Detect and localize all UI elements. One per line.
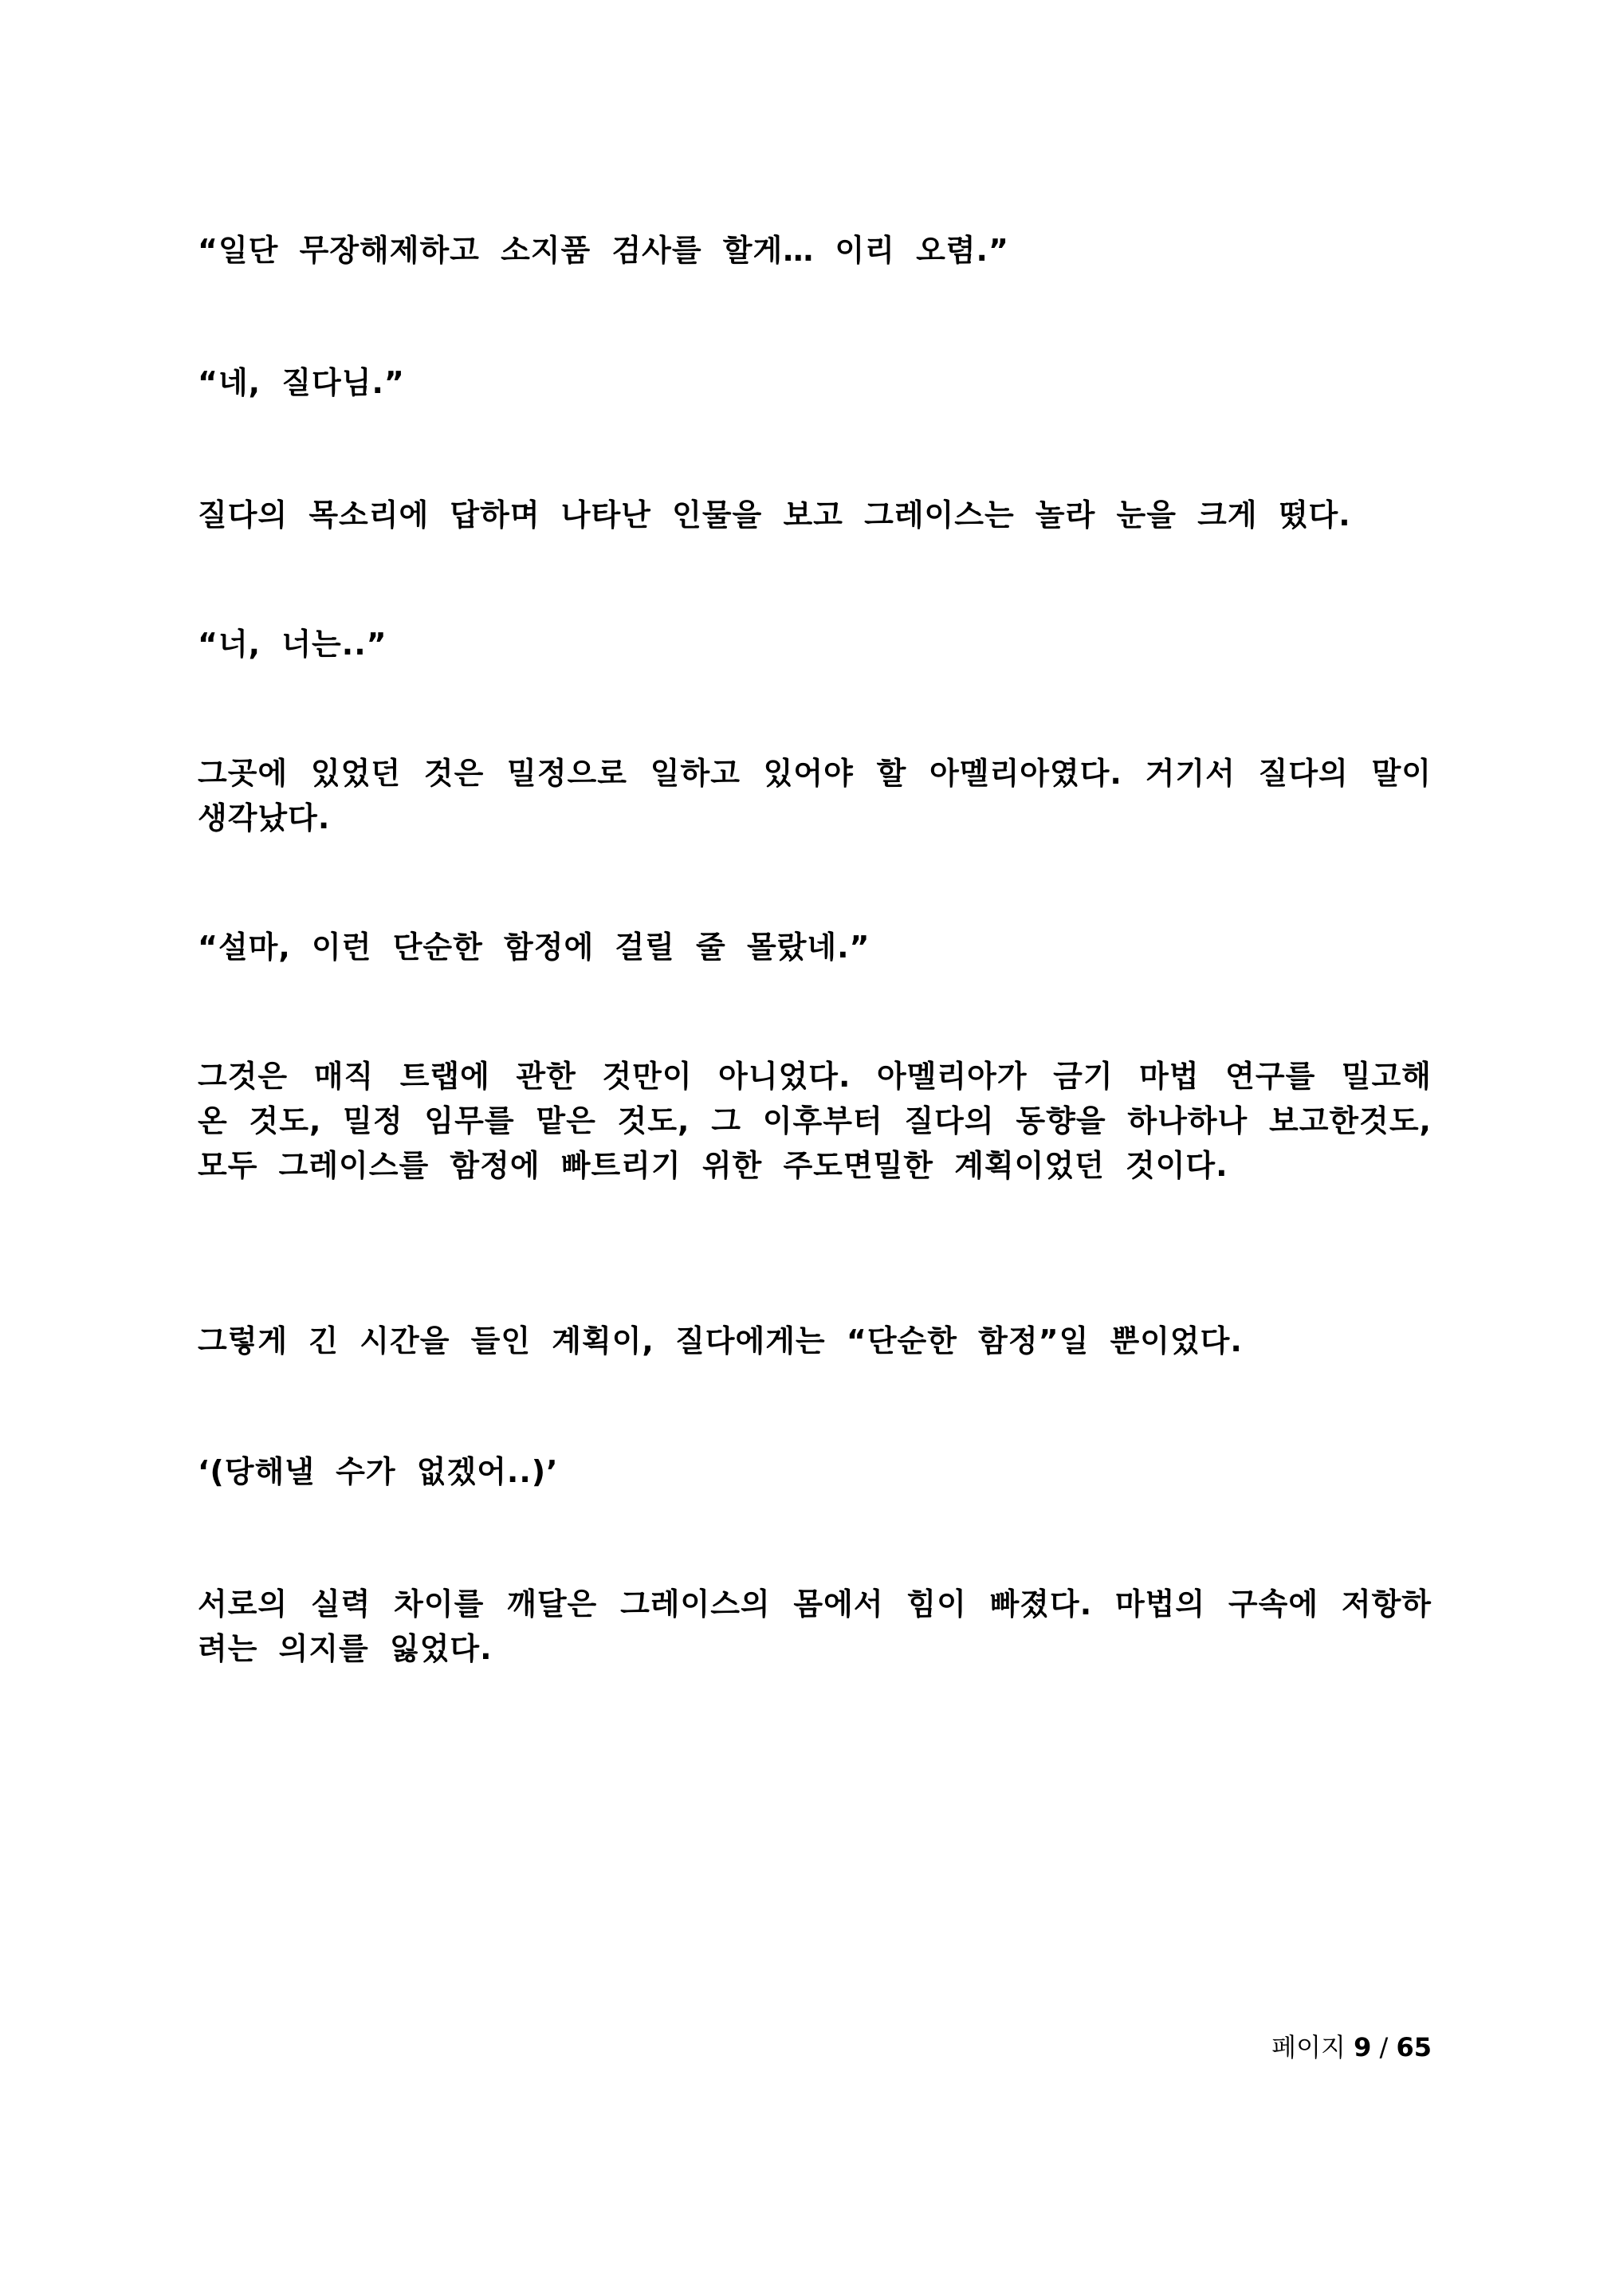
paragraph-5: 그곳에 있었던 것은 밀정으로 일하고 있어야 할 아멜리아였다. 거기서 질다의 말이 생각났다. bbox=[198, 756, 1432, 835]
paragraph-8: 그렇게 긴 시간을 들인 계획이, 질다에게는 “단순한 함정”일 뿐이었다. bbox=[198, 1323, 1243, 1358]
paragraph-7: 그것은 매직 트랩에 관한 것만이 아니었다. 아멜리아가 금기 마법 연구를 밀고해 온 것도, 밀정 임무를 맡은 것도, 그 이후부터 질다의 동향을 하나하나 보고한것도, 모두 그레이스를 함정에 빠트리기 위한 주도면밀한 계획이었던 것이다. bbox=[198, 1059, 1432, 1183]
page-number-footer bbox=[1271, 2031, 1432, 2063]
paragraph-9: ‘(당해낼 수가 없겠어..)’ bbox=[198, 1454, 559, 1489]
current-page-number: 9 bbox=[1354, 2032, 1372, 2062]
page-label: 페이지 bbox=[1271, 2032, 1346, 2062]
total-page-count: 65 bbox=[1396, 2032, 1432, 2062]
paragraph-2: “네, 질다님.” bbox=[198, 365, 405, 400]
page-separator: / bbox=[1379, 2032, 1389, 2062]
paragraph-6: “설마, 이런 단순한 함정에 걸릴 줄 몰랐네.” bbox=[198, 930, 870, 965]
paragraph-1: “일단 무장해제하고 소지품 검사를 할게… 이리 오렴.” bbox=[198, 233, 1009, 268]
paragraph-3: 질다의 목소리에 답하며 나타난 인물을 보고 그레이스는 놀라 눈을 크게 떴다. bbox=[198, 497, 1351, 533]
paragraph-4: “너, 너는..” bbox=[198, 627, 387, 662]
paragraph-10: 서로의 실력 차이를 깨달은 그레이스의 몸에서 힘이 빠졌다. 마법의 구속에 저항하려는 의지를 잃었다. bbox=[198, 1586, 1432, 1666]
